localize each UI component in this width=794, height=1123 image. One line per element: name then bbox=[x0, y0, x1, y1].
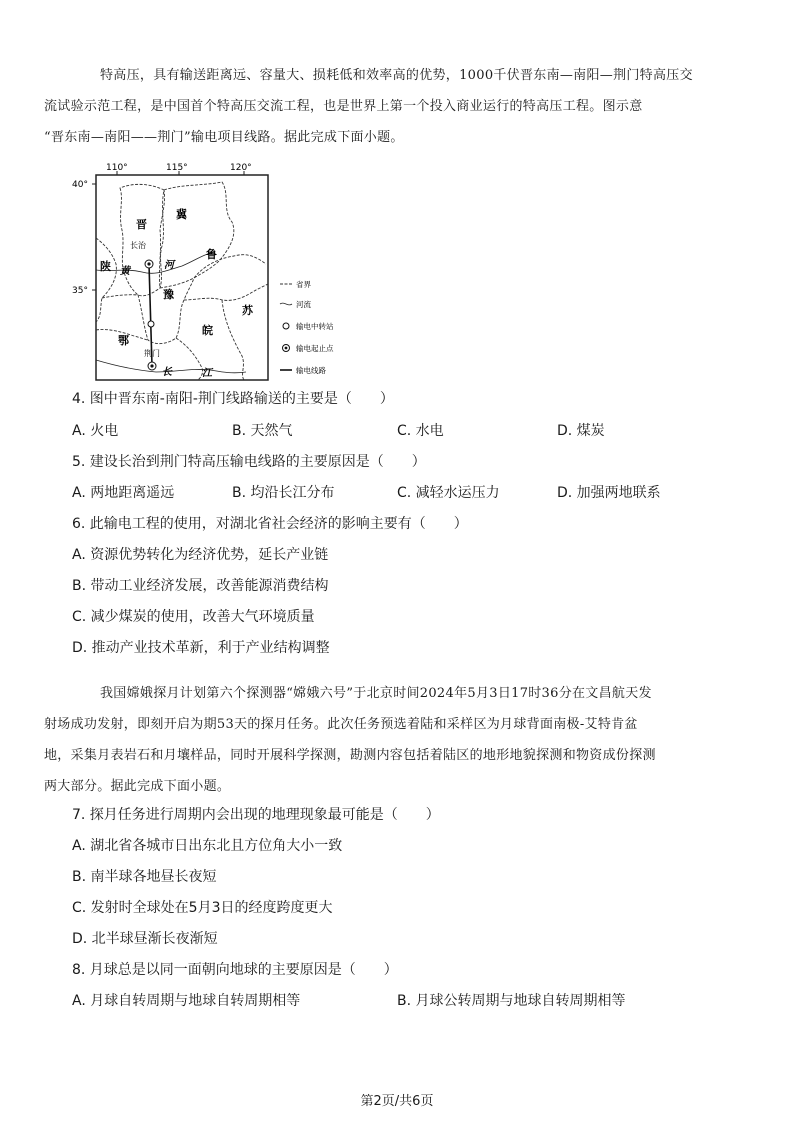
question-4-option-a[interactable]: A. 火电 bbox=[72, 423, 119, 439]
label-shaan: 陕 bbox=[100, 260, 111, 273]
label-huanghe-2: 河 bbox=[164, 260, 174, 271]
legend-relay: 输电中转站 bbox=[296, 322, 334, 331]
question-8-stem: 8. 月球总是以同一面朝向地球的主要原因是（ ） bbox=[72, 962, 398, 978]
relay-nanyang bbox=[148, 321, 154, 327]
question-7-option-d[interactable]: D. 北半球昼渐长夜渐短 bbox=[72, 931, 218, 947]
question-6-stem: 6. 此输电工程的使用，对湖北省社会经济的影响主要有（ ） bbox=[72, 516, 468, 532]
label-ji: 冀 bbox=[176, 208, 187, 221]
label-e: 鄂 bbox=[118, 334, 129, 347]
passage-uhv bbox=[44, 60, 732, 153]
label-su: 苏 bbox=[242, 304, 253, 317]
question-8-option-a[interactable]: A. 月球自转周期与地球自转周期相等 bbox=[72, 993, 301, 1009]
question-4-stem: 4. 图中晋东南-南阳-荆门线路输送的主要是（ ） bbox=[72, 391, 394, 407]
lat-label-40: 40° bbox=[72, 180, 88, 190]
question-7-option-b[interactable]: B. 南半球各地昼长夜短 bbox=[72, 869, 217, 885]
legend-endpoint: 输电起止点 bbox=[296, 344, 334, 353]
question-7-stem: 7. 探月任务进行周期内会出现的地理现象最可能是（ ） bbox=[72, 807, 440, 823]
question-6-option-d[interactable]: D. 推动产业技术革新，利于产业结构调整 bbox=[72, 640, 330, 656]
question-8-option-b[interactable]: B. 月球公转周期与地球自转周期相等 bbox=[397, 993, 626, 1009]
question-6-option-a[interactable]: A. 资源优势转化为经济优势，延长产业链 bbox=[72, 547, 329, 563]
label-changjiang-2: 江 bbox=[202, 368, 212, 379]
label-changzhi: 长治 bbox=[130, 241, 146, 250]
lon-label-110: 110° bbox=[106, 163, 128, 173]
lat-label-35: 35° bbox=[72, 286, 88, 296]
question-6-option-c[interactable]: C. 减少煤炭的使用，改善大气环境质量 bbox=[72, 609, 315, 625]
label-lu: 鲁 bbox=[206, 248, 217, 261]
passage-uhv-line: 特高压，具有输送距离远、容量大、损耗低和效率高的优势，1000千伏晋东南—南阳—荆门特高压交 bbox=[100, 68, 693, 83]
label-changjiang-1: 长 bbox=[162, 367, 172, 378]
page-number: 第2页/共6页 bbox=[360, 1094, 434, 1109]
transmission-line-map bbox=[72, 160, 372, 385]
legend-line: 输电线路 bbox=[296, 366, 326, 375]
passage-uhv-line: “晋东南—南阳——荆门”输电项目线路。据此完成下面小题。 bbox=[44, 130, 404, 145]
lon-label-120: 120° bbox=[230, 163, 252, 173]
question-6-option-b[interactable]: B. 带动工业经济发展，改善能源消费结构 bbox=[72, 578, 329, 594]
passage-change6-line: 地，采集月表岩石和月壤样品，同时开展科学探测，勘测内容包括着陆区的地形地貌探测和物资成份探测 bbox=[44, 748, 656, 763]
question-7-option-a[interactable]: A. 湖北省各城市日出东北且方位角大小一致 bbox=[72, 838, 343, 854]
map-frame bbox=[96, 175, 268, 380]
label-huanghe-1: 黄 bbox=[120, 266, 130, 277]
lon-label-115: 115° bbox=[166, 163, 188, 173]
question-5-option-b[interactable]: B. 均沿长江分布 bbox=[232, 485, 335, 501]
question-4-option-c[interactable]: C. 水电 bbox=[397, 423, 444, 439]
passage-change6 bbox=[44, 678, 732, 802]
question-4-option-d[interactable]: D. 煤炭 bbox=[557, 423, 605, 439]
passage-change6-line: 射场成功发射，即刻开启为期53天的探月任务。此次任务预选着陆和采样区为月球背面南极-艾特肯盆 bbox=[44, 717, 638, 732]
map-legend bbox=[280, 279, 334, 375]
legend-boundary: 省界 bbox=[296, 280, 311, 289]
question-5-stem: 5. 建设长治到荆门特高压输电线路的主要原因是（ ） bbox=[72, 454, 426, 470]
passage-change6-line: 两大部分。据此完成下面小题。 bbox=[44, 779, 231, 794]
label-yu: 豫 bbox=[163, 288, 174, 301]
passage-change6-line: 我国嫦娥探月计划第六个探测器“嫦娥六号”于北京时间2024年5月3日17时36分在文昌航天发 bbox=[100, 686, 652, 701]
question-4-option-b[interactable]: B. 天然气 bbox=[232, 423, 293, 439]
legend-river: 河流 bbox=[296, 300, 311, 309]
question-5-option-c[interactable]: C. 减轻水运压力 bbox=[397, 485, 500, 501]
passage-uhv-line: 流试验示范工程，是中国首个特高压交流工程，也是世界上第一个投入商业运行的特高压工程。图示意 bbox=[44, 99, 643, 114]
question-5-option-d[interactable]: D. 加强两地联系 bbox=[557, 485, 661, 501]
question-7-option-c[interactable]: C. 发射时全球处在5月3日的经度跨度更大 bbox=[72, 900, 333, 916]
label-jingmen: 荆门 bbox=[144, 349, 160, 358]
label-wan: 皖 bbox=[202, 324, 213, 337]
label-jin: 晋 bbox=[136, 218, 147, 231]
question-5-option-a[interactable]: A. 两地距离遥远 bbox=[72, 485, 175, 501]
